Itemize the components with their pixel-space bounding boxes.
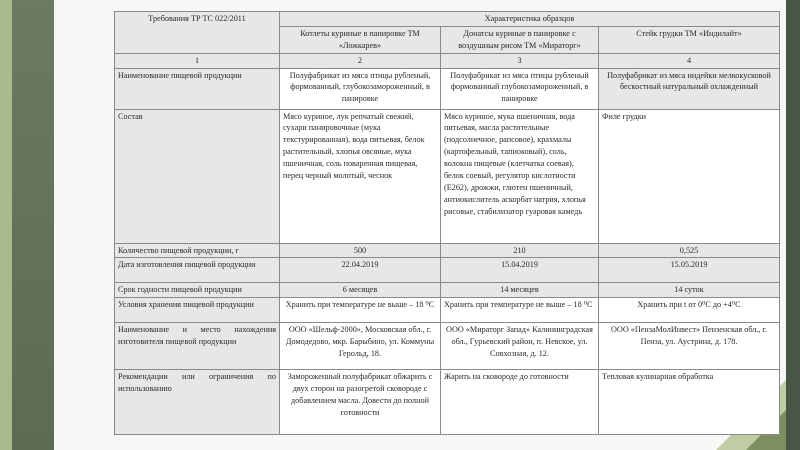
row-cell: 0,525	[599, 243, 780, 258]
product-characteristics-table	[114, 11, 780, 435]
table-row	[115, 370, 780, 435]
row-label: Рекомендации или ограничения по использованию	[115, 370, 280, 435]
row-cell: Мясо куриное, лук репчатый свежий, сухари панировочные (мука текстурированная), вода питьевая, белок растительный, хлопья овсяные, мука пшеничная, соль поваренная пищевая, перец черный молотый, чеснок	[280, 109, 441, 243]
table-row	[115, 258, 780, 283]
left-accent-stripe	[0, 0, 12, 450]
right-decoration-band	[786, 0, 800, 450]
row-cell: Полуфабрикат из мяса птицы рубленый, формованный, глубокозамороженный, в панировке	[280, 68, 441, 109]
table-row	[115, 298, 780, 323]
row-label: Состав	[115, 109, 280, 243]
row-cell: Замороженный полуфабрикат обжарить с двух сторон на разогретой сковороде с добавлением масла. Довести до полной готовности	[280, 370, 441, 435]
row-cell: 22.04.2019	[280, 258, 441, 283]
row-cell: 500	[280, 243, 441, 258]
row-cell: 14 месяцев	[441, 283, 599, 298]
table-row	[115, 243, 780, 258]
row-label: Наименование пищевой продукции	[115, 68, 280, 109]
row-cell: 6 месяцев	[280, 283, 441, 298]
row-label: Срок годности пищевой продукции	[115, 283, 280, 298]
row-label: Наименование и место нахождения изготовителя пищевой продукции	[115, 323, 280, 370]
table-row	[115, 109, 780, 243]
row-label: Количество пищевой продукции, г	[115, 243, 280, 258]
sample-3-header: Стейк грудки ТМ «Индилайт»	[599, 26, 780, 53]
column-number: 4	[599, 53, 780, 68]
row-cell: Жарить на сковороде до готовности	[441, 370, 599, 435]
row-cell: Мясо куриное, мука пшеничная, вода питьевая, масла растительные (подсолнечное, рапсовое), крахмалы (картофельный, тапиоковый), соль, волокна пищевые (клетчатка соевая), белок соевый, регулятор кислотности (Е262), дрожжи, глютен пшеничный, антиокислитель аскорбат натрия, хлопья рисовые, стабилизатор гуаровая камедь	[441, 109, 599, 243]
sample-2-header: Донатсы куриные в панировке с воздушным рисом ТМ «Мираторг»	[441, 26, 599, 53]
characteristics-header: Характеристика образцов	[280, 12, 780, 27]
column-number: 2	[280, 53, 441, 68]
table-header-row	[115, 12, 780, 27]
row-label: Условия хранения пищевой продукции	[115, 298, 280, 323]
column-numbers-row	[115, 53, 780, 68]
row-cell: ООО «Мираторг Запад» Калининградская обл., Гурьевский район, п. Невское, ул. Совхозная, д. 12.	[441, 323, 599, 370]
row-cell: Хранить при температуре не выше – 18 ⁰С	[441, 298, 599, 323]
row-cell: Полуфабрикат из мяса птицы рубленый формованный глубокозамороженный, в панировке	[441, 68, 599, 109]
requirements-header: Требования ТР ТС 022/2011	[115, 12, 280, 54]
table-row	[115, 283, 780, 298]
sample-1-header: Котлеты куриные в панировке ТМ «Ложкарев»	[280, 26, 441, 53]
column-number: 3	[441, 53, 599, 68]
row-cell: Тепловая кулинарная обработка	[599, 370, 780, 435]
table-row	[115, 323, 780, 370]
row-cell: 15.05.2019	[599, 258, 780, 283]
column-number: 1	[115, 53, 280, 68]
row-cell: Филе грудки	[599, 109, 780, 243]
row-cell: 14 суток	[599, 283, 780, 298]
row-cell: 15.04.2019	[441, 258, 599, 283]
row-cell: Хранить при температуре не выше – 18 ⁰С	[280, 298, 441, 323]
row-label: Дата изготовления пищевой продукции	[115, 258, 280, 283]
row-cell: ООО «ПензаМолИнвест» Пензенская обл., г. Пенза, ул. Аустрина, д. 178.	[599, 323, 780, 370]
row-cell: Хранить при t от 0⁰С до +4⁰С	[599, 298, 780, 323]
row-cell: Полуфабрикат из мяса индейки мелкокусковой бескостный натуральный охлажденный	[599, 68, 780, 109]
row-cell: ООО «Шельф-2000», Московская обл., г. Домодедово, мкр. Барыбино, ул. Коммуны Герольд, 18.	[280, 323, 441, 370]
table-row	[115, 68, 780, 109]
row-cell: 210	[441, 243, 599, 258]
